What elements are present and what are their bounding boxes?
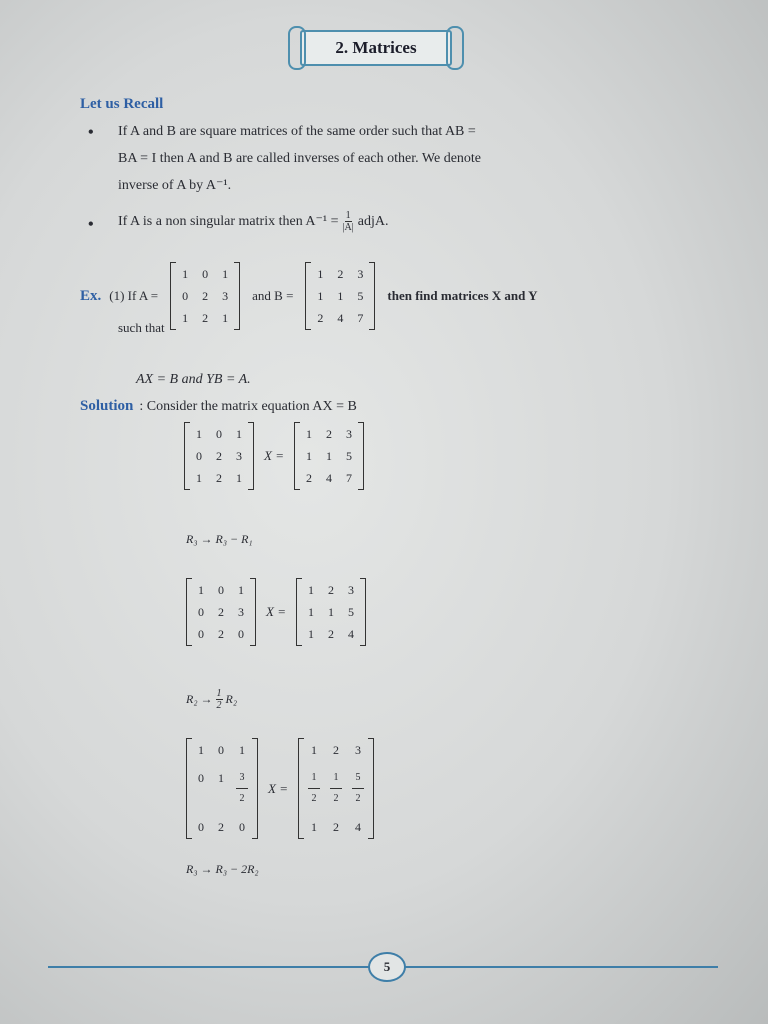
matrix-cell: 5 — [357, 289, 364, 303]
matrix-cell: 1 — [236, 427, 242, 441]
matrix-cell: 4 — [325, 471, 332, 485]
chapter-title-text: 2. Matrices — [335, 38, 417, 57]
matrix-cell: 0 — [216, 427, 222, 441]
matrix-cell: 4 — [337, 311, 344, 325]
equation-1 — [180, 422, 368, 490]
matrix-cell: 1 — [198, 583, 204, 597]
matrix-cell: 3 — [238, 605, 244, 619]
eq1-right-matrix — [290, 422, 368, 490]
matrix-cell: 0 — [202, 267, 209, 281]
matrix-cell: 0 — [218, 583, 224, 597]
eq3-left-matrix — [182, 738, 262, 839]
matrix-B — [301, 262, 379, 330]
matrix-cell: 1 — [325, 449, 332, 463]
matrix-cell: 1 — [317, 289, 324, 303]
eq3-right-cell: 3 — [354, 743, 361, 757]
matrix-cell: 0 — [196, 449, 202, 463]
eq3-left-fraction — [236, 768, 248, 809]
page-number-badge — [368, 952, 406, 982]
matrix-cell: 2 — [202, 289, 209, 303]
step-2-post: R₂ — [225, 692, 238, 706]
matrix-cell: 2 — [327, 583, 334, 597]
matrix-cell: 1 — [238, 583, 244, 597]
matrix-cell: 1 — [305, 449, 312, 463]
eq3-left-cell: 1 — [239, 743, 245, 757]
eq3-right-cell: 2 — [332, 743, 339, 757]
eq3-right-fraction-den: 2 — [355, 793, 361, 804]
matrix-A — [166, 262, 244, 330]
matrix-cell: 5 — [347, 605, 354, 619]
recall-bullet-2-prefix: If A is a non singular matrix then A⁻¹ = — [118, 214, 339, 229]
matrix-cell: 1 — [222, 311, 229, 325]
eq1-left-matrix — [180, 422, 258, 490]
eq3-right-fraction-num: 5 — [352, 768, 364, 789]
eq3-right-cell: 1 — [310, 820, 317, 834]
eq3-right-matrix — [294, 738, 378, 839]
eq3-right-cell: 4 — [354, 820, 361, 834]
example-text-post: then find matrices X and Y — [387, 288, 538, 303]
matrix-cell: 7 — [357, 311, 364, 325]
matrix-cell: 2 — [218, 627, 224, 641]
matrix-cell: 0 — [238, 627, 244, 641]
eq3-right-cell: 1 — [310, 743, 317, 757]
matrix-cell: 7 — [345, 471, 352, 485]
eq3-right-fraction — [330, 768, 342, 809]
eq3-left-cell: 0 — [218, 743, 224, 757]
matrix-grid — [192, 578, 250, 646]
matrix-grid — [190, 422, 248, 490]
matrix-cell: 1 — [317, 267, 324, 281]
recall-bullet-2 — [118, 208, 388, 235]
eq1-x-label: X = — [264, 448, 284, 463]
matrix-cell: 1 — [222, 267, 229, 281]
inverse-fraction — [343, 210, 354, 233]
recall-bullet-1-line-2: BA = I then A and B are called inverses of each other. We denote — [118, 151, 482, 166]
example-line-2: such that — [118, 320, 165, 335]
step-2-fraction — [216, 688, 223, 711]
step-1: R₃ → R₃ − R₁ — [186, 532, 253, 546]
matrix-cell: 1 — [305, 427, 312, 441]
matrix-cell: 2 — [327, 627, 334, 641]
example-text-pre: (1) If A = — [109, 288, 159, 303]
eq2-x-label: X = — [266, 604, 286, 619]
matrix-cell: 1 — [196, 427, 202, 441]
equation-3 — [182, 738, 378, 839]
eq3-right-fraction-den: 2 — [311, 793, 317, 804]
eq3-left-cell: 0 — [198, 771, 204, 785]
matrix-cell: 1 — [307, 627, 314, 641]
recall-heading: Let us Recall — [80, 96, 164, 112]
matrix-cell: 2 — [337, 267, 344, 281]
eq3-left-cell: 1 — [198, 743, 204, 757]
matrix-cell: 3 — [222, 289, 229, 303]
eq3-right-fraction-den: 2 — [333, 793, 339, 804]
recall-bullet-2-suffix: adjA. — [357, 214, 389, 229]
matrix-cell: 2 — [202, 311, 209, 325]
solution-label: Solution — [80, 398, 134, 414]
matrix-cell: 1 — [327, 605, 334, 619]
eq3-left-fraction-num: 3 — [236, 768, 248, 789]
matrix-cell: 3 — [357, 267, 364, 281]
solution-intro-text: : Consider the matrix equation AX = B — [139, 399, 357, 414]
bullet-marker-2: • — [88, 216, 94, 233]
bullet-marker-1: • — [88, 124, 94, 141]
eq2-right-matrix — [292, 578, 370, 646]
eq3-left-cell: 0 — [198, 820, 204, 834]
matrix-grid — [300, 422, 358, 490]
matrix-cell: 1 — [182, 267, 189, 281]
matrix-grid — [302, 578, 360, 646]
step-3: R₃ → R₃ − 2R₂ — [186, 862, 259, 876]
eq2-left-matrix — [182, 578, 260, 646]
step-2-pre: R₂ → — [186, 692, 213, 706]
recall-bullet-1-line-1: If A and B are square matrices of the same order such that AB = — [118, 124, 476, 139]
inverse-fraction-den: |A| — [342, 222, 354, 233]
matrix-cell: 2 — [305, 471, 312, 485]
eq3-left-cell: 1 — [218, 771, 224, 785]
matrix-cell: 1 — [307, 583, 314, 597]
matrix-grid — [176, 262, 234, 330]
matrix-cell: 5 — [345, 449, 352, 463]
matrix-cell: 1 — [337, 289, 344, 303]
eq3-right-fraction — [308, 768, 320, 809]
matrix-cell: 3 — [236, 449, 242, 463]
page-number: 5 — [383, 959, 391, 974]
eq3-right-cell: 2 — [332, 820, 339, 834]
eq3-right-fraction-num: 1 — [330, 768, 342, 789]
matrix-cell: 3 — [347, 583, 354, 597]
recall-bullet-1 — [118, 118, 698, 199]
matrix-cell: 3 — [345, 427, 352, 441]
eq3-left-cell: 2 — [218, 820, 224, 834]
matrix-cell: 0 — [198, 627, 204, 641]
chapter-title — [300, 30, 452, 66]
equation-2 — [182, 578, 370, 646]
matrix-cell: 2 — [216, 449, 222, 463]
example-equations: AX = B and YB = A. — [136, 372, 251, 387]
matrix-grid — [311, 262, 369, 330]
step-2-fraction-den: 2 — [216, 700, 222, 711]
matrix-cell: 2 — [325, 427, 332, 441]
eq3-right-fraction — [352, 768, 364, 809]
matrix-cell: 0 — [198, 605, 204, 619]
matrix-cell: 1 — [196, 471, 202, 485]
recall-bullet-1-line-3: inverse of A by A⁻¹. — [118, 178, 232, 193]
solution-intro — [80, 398, 357, 415]
matrix-cell: 1 — [236, 471, 242, 485]
matrix-cell: 0 — [182, 289, 189, 303]
matrix-cell: 4 — [347, 627, 354, 641]
example-label: Ex. — [80, 287, 102, 304]
inverse-fraction-num: 1 — [345, 210, 351, 221]
example-text-and: and B = — [252, 288, 294, 303]
step-2-fraction-num: 1 — [216, 688, 222, 699]
matrix-cell: 2 — [218, 605, 224, 619]
matrix-cell: 2 — [317, 311, 324, 325]
eq3-left-cell: 0 — [239, 820, 245, 834]
step-2 — [186, 688, 237, 711]
matrix-cell: 1 — [182, 311, 189, 325]
eq3-left-fraction-den: 2 — [239, 793, 245, 804]
eq3-right-fraction-num: 1 — [308, 768, 320, 789]
matrix-cell: 1 — [307, 605, 314, 619]
eq3-x-label: X = — [268, 780, 288, 796]
matrix-cell: 2 — [216, 471, 222, 485]
